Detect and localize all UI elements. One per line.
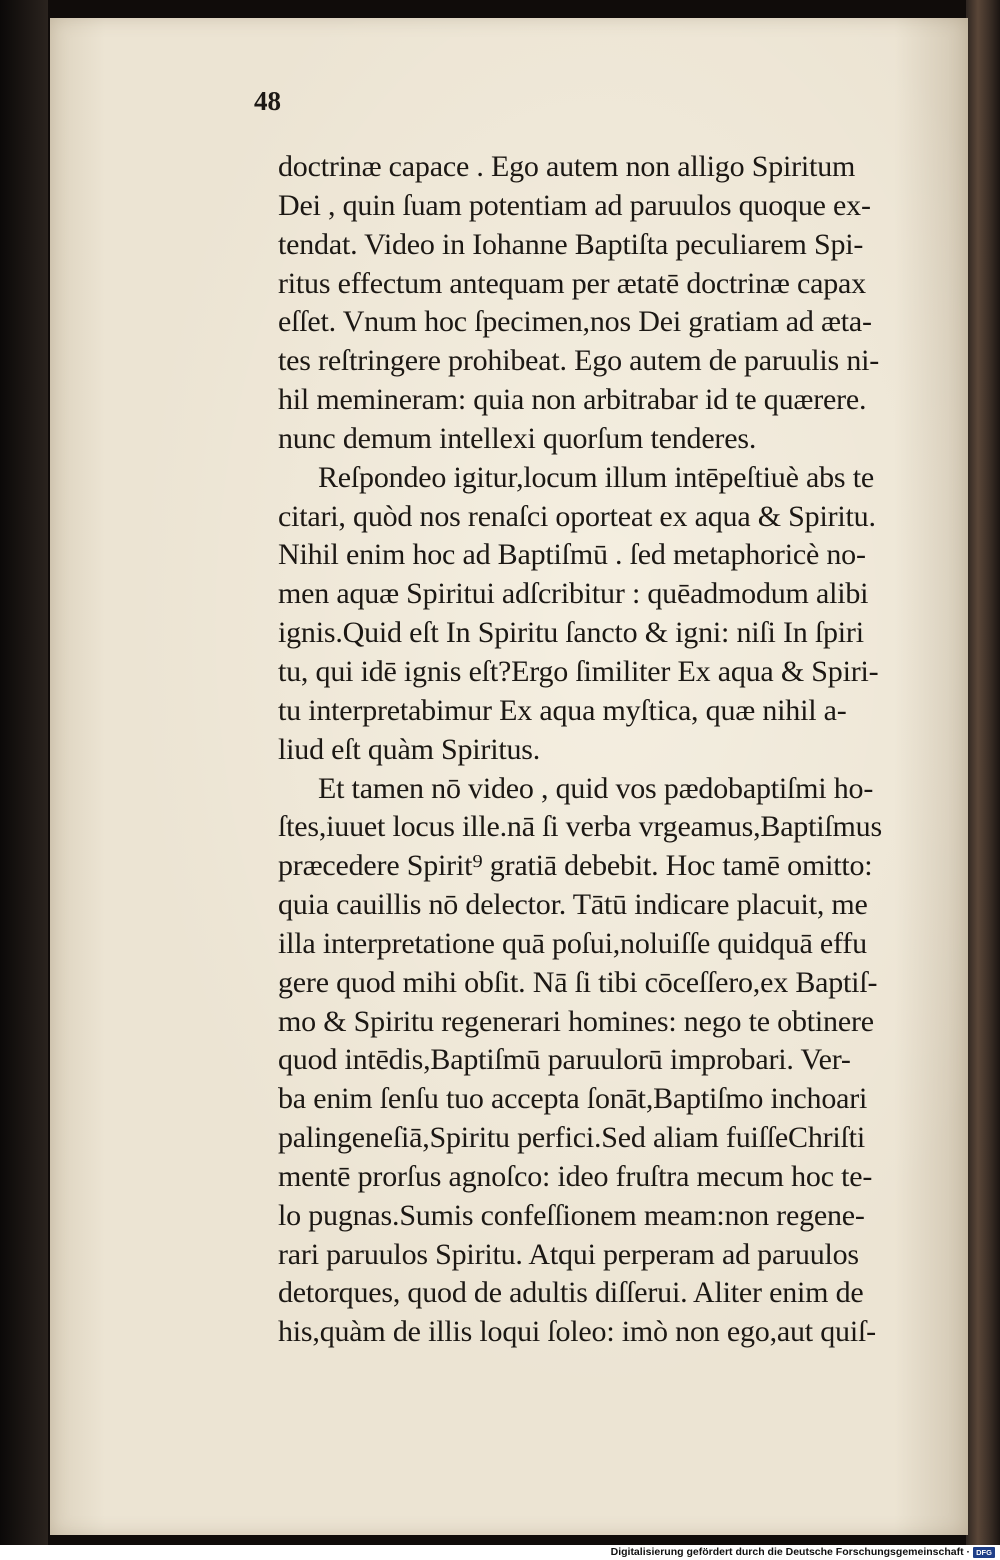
text-line: mentē prorſus agnoſco: ideo fruſtra mecum hoc te- bbox=[278, 1159, 873, 1193]
page-number: 48 bbox=[254, 86, 281, 116]
text-line: mo & Spiritu regenerari homines: nego te obtinere bbox=[278, 1004, 874, 1038]
text-line: præcedere Spirit⁹ gratiā debebit. Hoc tamē omitto: bbox=[278, 849, 873, 883]
text-line: tes reſtringere prohibeat. Ego autem de paruulis ni- bbox=[278, 344, 880, 378]
text-line: liud eſt quàm Spiritus. bbox=[278, 732, 541, 766]
text-line: his,quàm de illis loqui ſoleo: imò non ego,aut quiſ- bbox=[278, 1315, 876, 1349]
text-line: eſſet. Vnum hoc ſpecimen,nos Dei gratiam ad æta- bbox=[278, 305, 872, 339]
text-line: nunc demum intellexi quorſum tenderes. bbox=[278, 421, 757, 455]
text-line: ſtes,iuuet locus ille.nā ſi verba vrgeamus,Baptiſmus bbox=[278, 810, 882, 844]
text-line: ritus effectum antequam per ætatē doctrinæ capax bbox=[278, 266, 866, 300]
dfg-logo-icon: DFG bbox=[973, 1547, 995, 1558]
text-line: tu interpretabimur Ex aqua myſtica, quæ nihil a- bbox=[278, 693, 847, 727]
book-binding-edge bbox=[0, 0, 48, 1545]
text-line: detorques, quod de adultis diſſerui. Aliter enim de bbox=[278, 1276, 864, 1310]
text-line: illa interpretatione quā poſui,noluiſſe quidquā effu bbox=[278, 926, 867, 960]
book-page bbox=[50, 18, 968, 1535]
text-line: hil memineram: quia non arbitrabar id te quærere. bbox=[278, 383, 867, 417]
text-line: men aquæ Spiritui adſcribitur : quēadmodum alibi bbox=[278, 577, 869, 611]
text-line: doctrinæ capace . Ego autem non alligo Spiritum bbox=[278, 150, 856, 183]
text-line: Reſpondeo igitur,locum illum intēpeſtiuè abs te bbox=[318, 460, 874, 494]
text-line: quia cauillis nō delector. Tātū indicare placuit, me bbox=[278, 888, 868, 922]
text-line: tu, qui idē ignis eſt?Ergo ſimiliter Ex aqua & Spiri- bbox=[278, 654, 879, 688]
text-line: Dei , quin ſuam potentiam ad paruulos quoque ex- bbox=[278, 188, 871, 222]
text-line: citari, quòd nos renaſci oporteat ex aqua & Spiritu. bbox=[278, 499, 876, 533]
text-line: Nihil enim hoc ad Baptiſmū . ſed metaphoricè no- bbox=[278, 538, 866, 572]
text-line: lo pugnas.Sumis confeſſionem meam:non regene- bbox=[278, 1198, 865, 1232]
text-line: quod intēdis,Baptiſmū paruulorū improbari. Ver- bbox=[278, 1043, 851, 1077]
text-line: gere quod mihi obſit. Nā ſi tibi cōceſſero,ex Baptiſ- bbox=[278, 965, 878, 999]
text-line: palingeneſiā,Spiritu perfici.Sed aliam fuiſſeChriſti bbox=[278, 1121, 865, 1155]
body-text bbox=[278, 148, 1000, 1352]
text-line: ba enim ſenſu tuo accepta ſonāt,Baptiſmo inchoari bbox=[278, 1082, 868, 1116]
text-line: ignis.Quid eſt In Spiritu ſancto & igni: niſi In ſpiri bbox=[278, 616, 864, 650]
text-line: rari paruulos Spiritu. Atqui perperam ad paruulos bbox=[278, 1237, 859, 1271]
text-line: tendat. Video in Iohanne Baptiſta peculiarem Spi- bbox=[278, 227, 864, 261]
digitization-credit: Digitalisierung gefördert durch die Deutsche Forschungsgemeinschaft · bbox=[610, 1546, 970, 1558]
text-line: Et tamen nō video , quid vos pædobaptiſmi ho- bbox=[318, 771, 874, 805]
